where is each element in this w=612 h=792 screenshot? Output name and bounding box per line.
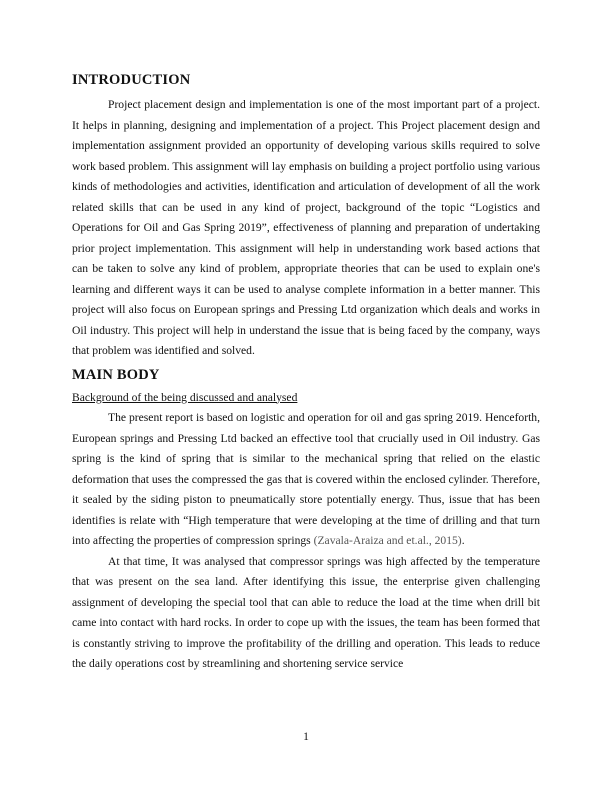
document-page bbox=[72, 70, 540, 675]
introduction-heading: INTRODUCTION bbox=[72, 72, 191, 88]
background-paragraph-2: At that time, It was analysed that compressor springs was high affected by the temperature that was present on the sea land. After identifying this issue, the enterprise given challenging assignment of developing the special tool that can able to reduce the load at the time when drill bit came into contact with hard rocks. In order to cope up with the issues, the team has been formed that is constantly striving to improve the profitability of the drilling and operation. This leads to reduce the daily operations cost by streamlining and shortening service service bbox=[72, 554, 540, 670]
main-body-heading: MAIN BODY bbox=[72, 366, 160, 383]
background-subheading: Background of the being discussed and analysed bbox=[72, 390, 298, 404]
background-paragraph-1 bbox=[72, 408, 540, 552]
page-number: 1 bbox=[303, 730, 309, 743]
background-paragraph-1-text: The present report is based on logistic and operation for oil and gas spring 2019. Henceforth, European springs and Pressing Ltd backed an effective tool that crucially used in Oil industry. Gas spring is the kind of spring that is similar to the mechanical spring that relied on the elastic deformation that uses the compressed the gas that is covered within the enclosed cylinder. Therefore, it sealed by the siding piston to pneumatically store potentially energy. Thus, issue that has been identifies is relate with “High temperature that were developing at the time of drilling and that turn into affecting the properties of compression springs bbox=[72, 411, 540, 547]
citation: (Zavala-Araiza and et.al., 2015) bbox=[313, 534, 462, 547]
introduction-paragraph: Project placement design and implementation is one of the most important part of a project. It helps in planning, designing and implementation of a project. This Project placement design and implementation assignment provided an opportunity of developing various skills required to solve work based problem. This assignment will lay emphasis on building a project portfolio using various kinds of methodologies and activities, identification and articulation of development of all the work related skills that can be used in any kind of project, background of the topic “Logistics and Operations for Oil and Gas Spring 2019”, effectiveness of planning and preparation of undertaking prior project implementation. This assignment will help in understanding work based actions that can be taken to solve any kind of problem, appropriate theories that can be used to explain one's learning and different ways it can be used to analyse complete information in a better manner. This project will also focus on European springs and Pressing Ltd organization which deals and works in Oil industry. This project will help in understand the issue that is being faced by the company, ways that problem was identified and solved. bbox=[72, 98, 540, 357]
paragraph-1-end: . bbox=[461, 534, 465, 547]
